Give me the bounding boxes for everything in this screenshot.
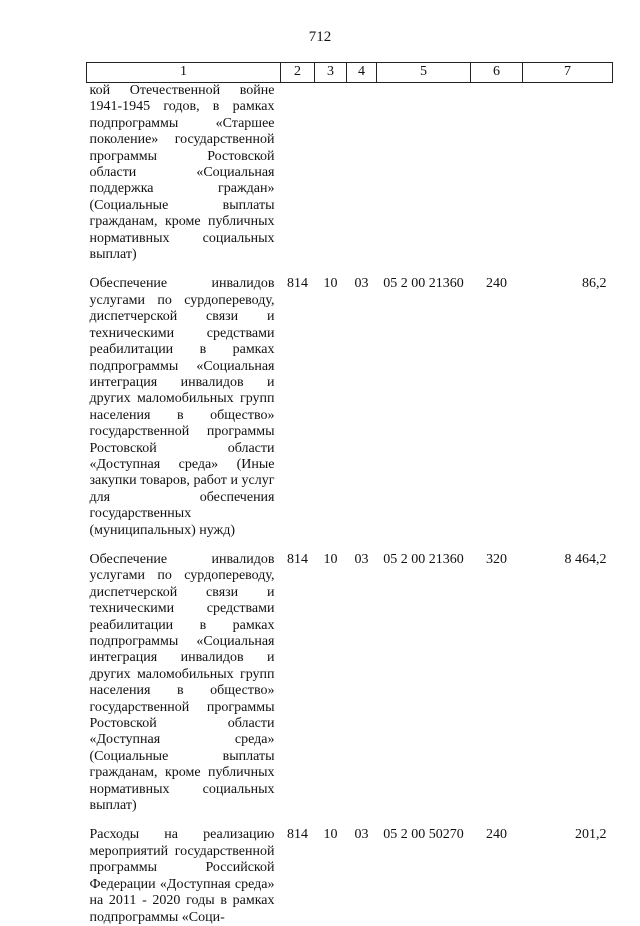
header-col-1: 1 (87, 63, 281, 83)
row-description: Обеспечение инвалидов услугами по сурдопереводу, диспетчерской связи и техническими средствами реабилитации в рамках подпрограммы «Социальная интеграция инвалидов и других маломобильных групп населения в общество» государственной программы Ростовской области «Доступная среда» (Социальные выплаты гражданам, кроме публичных нормативных социальных выплат) (89, 551, 275, 814)
row-code-subsection: 03 (354, 551, 369, 567)
row-description: Расходы на реализацию мероприятий государственной программы Российской Федерации «Доступная среда» на 2011 - 2020 годы в рамках подпрограммы «Соци- (89, 827, 275, 925)
row-code-target (377, 83, 471, 264)
row-code-ministry (281, 83, 315, 264)
row-code-target: 05 2 00 21360 (383, 551, 464, 567)
row-code-subsection: 03 (354, 827, 369, 843)
row-code-section: 10 (323, 276, 338, 292)
table-row (87, 83, 613, 264)
row-code-expense-type: 320 (486, 551, 507, 567)
row-code-expense-type: 240 (486, 827, 507, 843)
table-row (87, 263, 613, 539)
header-col-7: 7 (523, 63, 613, 83)
header-col-3: 3 (315, 63, 347, 83)
header-col-4: 4 (347, 63, 377, 83)
row-description: кой Отечественной войне 1941-1945 годов, в рамках подпрограммы «Старшее поколение» государственной программы Ростовской области «Социальная поддержка граждан» (Социальные выплаты гражданам, кроме публичных нормативных социальных выплат) (89, 83, 275, 263)
row-code-target: 05 2 00 50270 (383, 827, 464, 843)
budget-table (86, 62, 613, 926)
header-col-2: 2 (281, 63, 315, 83)
row-code-ministry: 814 (287, 276, 308, 292)
table-row (87, 539, 613, 815)
row-code-expense-type (471, 83, 523, 264)
page-number: 712 (308, 29, 332, 45)
row-code-section: 10 (323, 827, 338, 843)
header-row (87, 63, 613, 83)
row-code-target: 05 2 00 21360 (383, 276, 464, 292)
row-code-expense-type: 240 (486, 276, 507, 292)
row-code-subsection: 03 (354, 276, 369, 292)
header-col-6: 6 (471, 63, 523, 83)
row-amount: 8 464,2 (564, 551, 607, 567)
row-code-section: 10 (323, 551, 338, 567)
row-amount: 201,2 (575, 827, 607, 843)
row-code-subsection (347, 83, 377, 264)
row-code-ministry: 814 (287, 551, 308, 567)
table-row (87, 814, 613, 925)
row-code-section (315, 83, 347, 264)
header-col-5: 5 (377, 63, 471, 83)
row-amount: 86,2 (582, 276, 607, 292)
row-amount (523, 83, 613, 264)
row-code-ministry: 814 (287, 827, 308, 843)
row-description: Обеспечение инвалидов услугами по сурдопереводу, диспетчерской связи и техническими средствами реабилитации в рамках подпрограммы «Социальная интеграция инвалидов и других маломобильных групп населения в общество» государственной программы Ростовской области «Доступная среда» (Иные закупки товаров, работ и услуг для обеспечения государственных (муниципальных) нужд) (89, 276, 275, 538)
